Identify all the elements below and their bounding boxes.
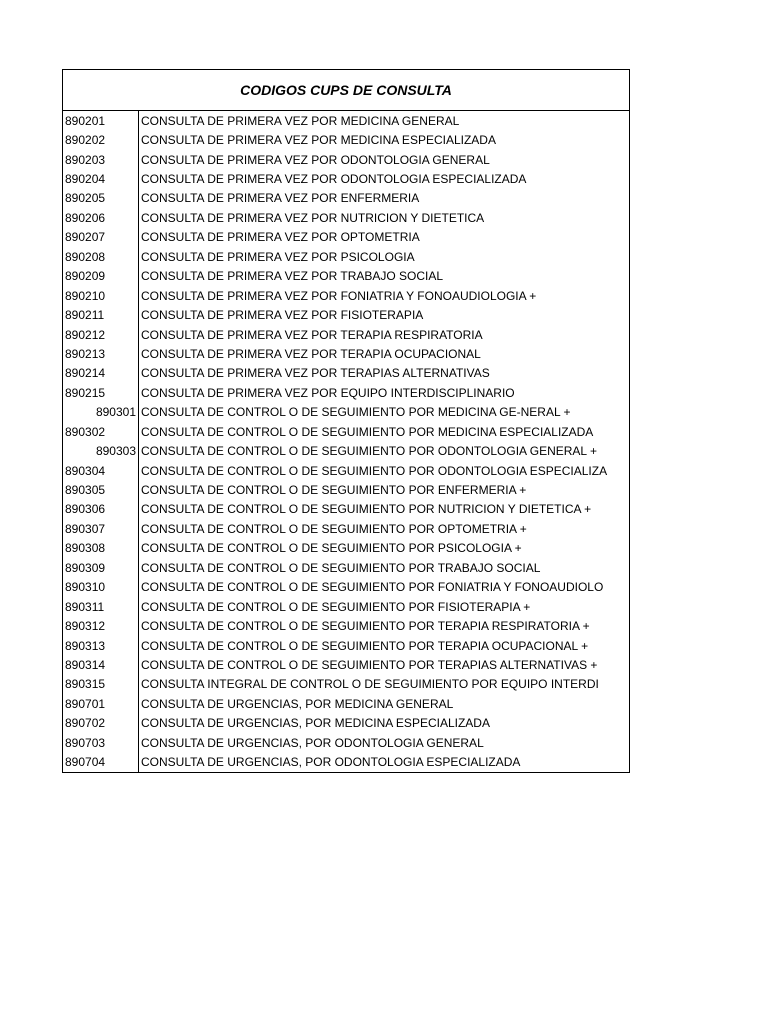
cups-table [62, 69, 630, 773]
code-cell: 890202 [63, 130, 139, 149]
description-cell: CONSULTA DE PRIMERA VEZ POR NUTRICION Y DIETETICA [141, 210, 485, 225]
description-cell: CONSULTA DE PRIMERA VEZ POR MEDICINA ESPECIALIZADA [141, 133, 496, 148]
table-row [63, 500, 629, 519]
description-cell: CONSULTA DE CONTROL O DE SEGUIMIENTO POR FISIOTERAPIA + [141, 599, 531, 614]
code-cell: 890302 [63, 422, 139, 441]
table-row [63, 655, 629, 674]
table-row [63, 675, 629, 694]
table-row [63, 228, 629, 247]
table-row [63, 208, 629, 227]
description-cell: CONSULTA DE URGENCIAS, POR MEDICINA GENERAL [141, 696, 454, 711]
code-cell: 890303 [63, 441, 139, 460]
description-cell: CONSULTA DE CONTROL O DE SEGUIMIENTO POR TERAPIA OCUPACIONAL + [141, 638, 589, 653]
code-cell: 890704 [63, 752, 139, 771]
table-row [63, 267, 629, 286]
code-cell: 890312 [63, 616, 139, 635]
description-cell: CONSULTA DE PRIMERA VEZ POR ENFERMERIA [141, 191, 420, 206]
code-cell: 890306 [63, 500, 139, 519]
description-cell: CONSULTA DE CONTROL O DE SEGUIMIENTO POR FONIATRIA Y FONOAUDIOLO [141, 580, 604, 595]
code-cell: 890305 [63, 480, 139, 499]
code-cell: 890309 [63, 558, 139, 577]
code-cell: 890311 [63, 597, 139, 616]
code-cell: 890201 [63, 111, 139, 130]
table-row [63, 344, 629, 363]
table-row [63, 597, 629, 616]
description-cell: CONSULTA DE PRIMERA VEZ POR FISIOTERAPIA [141, 308, 424, 323]
code-cell: 890209 [63, 267, 139, 286]
description-cell: CONSULTA DE CONTROL O DE SEGUIMIENTO POR MEDICINA ESPECIALIZADA [141, 424, 594, 439]
description-cell: CONSULTA DE PRIMERA VEZ POR TERAPIAS ALTERNATIVAS [141, 366, 490, 381]
table-row [63, 422, 629, 441]
code-cell: 890203 [63, 150, 139, 169]
table-row [63, 519, 629, 538]
table-row [63, 383, 629, 402]
description-cell: CONSULTA DE URGENCIAS, POR ODONTOLOGIA ESPECIALIZADA [141, 755, 521, 770]
table-row [63, 169, 629, 188]
table-row [63, 130, 629, 149]
table-body [63, 111, 629, 772]
table-row [63, 694, 629, 713]
table-row [63, 247, 629, 266]
description-cell: CONSULTA DE CONTROL O DE SEGUIMIENTO POR OPTOMETRIA + [141, 521, 527, 536]
table-row [63, 286, 629, 305]
description-cell: CONSULTA DE PRIMERA VEZ POR TRABAJO SOCIAL [141, 269, 444, 284]
code-cell: 890308 [63, 539, 139, 558]
table-row [63, 325, 629, 344]
description-cell: CONSULTA DE CONTROL O DE SEGUIMIENTO POR ODONTOLOGIA GENERAL + [141, 444, 597, 459]
code-cell: 890314 [63, 655, 139, 674]
table-row [63, 636, 629, 655]
table-row [63, 111, 629, 130]
description-cell: CONSULTA DE PRIMERA VEZ POR TERAPIA OCUPACIONAL [141, 346, 481, 361]
table-row [63, 733, 629, 752]
description-cell: CONSULTA DE CONTROL O DE SEGUIMIENTO POR ENFERMERIA + [141, 483, 527, 498]
code-cell: 890211 [63, 305, 139, 324]
code-cell: 890213 [63, 344, 139, 363]
description-cell: CONSULTA DE URGENCIAS, POR ODONTOLOGIA GENERAL [141, 735, 484, 750]
description-cell: CONSULTA DE PRIMERA VEZ POR PSICOLOGIA [141, 249, 415, 264]
code-cell: 890301 [63, 403, 139, 422]
table-row [63, 539, 629, 558]
table-row [63, 578, 629, 597]
code-cell: 890204 [63, 169, 139, 188]
code-cell: 890208 [63, 247, 139, 266]
description-cell: CONSULTA DE PRIMERA VEZ POR ODONTOLOGIA GENERAL [141, 152, 490, 167]
table-row [63, 403, 629, 422]
description-cell: CONSULTA DE PRIMERA VEZ POR EQUIPO INTERDISCIPLINARIO [141, 385, 515, 400]
table-row [63, 150, 629, 169]
code-cell: 890215 [63, 383, 139, 402]
table-title: CODIGOS CUPS DE CONSULTA [63, 70, 629, 111]
table-row [63, 752, 629, 771]
description-cell: CONSULTA DE CONTROL O DE SEGUIMIENTO POR TERAPIAS ALTERNATIVAS + [141, 657, 598, 672]
description-cell: CONSULTA DE CONTROL O DE SEGUIMIENTO POR ODONTOLOGIA ESPECIALIZA [141, 463, 608, 478]
code-cell: 890307 [63, 519, 139, 538]
description-cell: CONSULTA DE CONTROL O DE SEGUIMIENTO POR NUTRICION Y DIETETICA + [141, 502, 592, 517]
code-cell: 890702 [63, 714, 139, 733]
code-cell: 890205 [63, 189, 139, 208]
table-row [63, 558, 629, 577]
code-cell: 890210 [63, 286, 139, 305]
description-cell: CONSULTA INTEGRAL DE CONTROL O DE SEGUIMIENTO POR EQUIPO INTERDI [141, 677, 599, 692]
description-cell: CONSULTA DE CONTROL O DE SEGUIMIENTO POR TRABAJO SOCIAL [141, 560, 541, 575]
description-cell: CONSULTA DE URGENCIAS, POR MEDICINA ESPECIALIZADA [141, 716, 490, 731]
description-cell: CONSULTA DE PRIMERA VEZ POR ODONTOLOGIA ESPECIALIZADA [141, 172, 527, 187]
code-cell: 890207 [63, 228, 139, 247]
table-row [63, 616, 629, 635]
code-cell: 890315 [63, 675, 139, 694]
table-row [63, 441, 629, 460]
description-cell: CONSULTA DE PRIMERA VEZ POR TERAPIA RESPIRATORIA [141, 327, 483, 342]
description-cell: CONSULTA DE PRIMERA VEZ POR MEDICINA GENERAL [141, 113, 460, 128]
table-row [63, 364, 629, 383]
table-row [63, 305, 629, 324]
code-cell: 890313 [63, 636, 139, 655]
description-cell: CONSULTA DE PRIMERA VEZ POR FONIATRIA Y FONOAUDIOLOGIA + [141, 288, 537, 303]
code-cell: 890212 [63, 325, 139, 344]
description-cell: CONSULTA DE PRIMERA VEZ POR OPTOMETRIA [141, 230, 420, 245]
table-row [63, 714, 629, 733]
code-cell: 890310 [63, 578, 139, 597]
table-row [63, 461, 629, 480]
code-cell: 890703 [63, 733, 139, 752]
description-cell: CONSULTA DE CONTROL O DE SEGUIMIENTO POR TERAPIA RESPIRATORIA + [141, 619, 590, 634]
code-cell: 890214 [63, 364, 139, 383]
table-row [63, 480, 629, 499]
code-cell: 890701 [63, 694, 139, 713]
code-cell: 890304 [63, 461, 139, 480]
description-cell: CONSULTA DE CONTROL O DE SEGUIMIENTO POR PSICOLOGIA + [141, 541, 522, 556]
description-cell: CONSULTA DE CONTROL O DE SEGUIMIENTO POR MEDICINA GE-NERAL + [141, 405, 571, 420]
code-cell: 890206 [63, 208, 139, 227]
table-row [63, 189, 629, 208]
